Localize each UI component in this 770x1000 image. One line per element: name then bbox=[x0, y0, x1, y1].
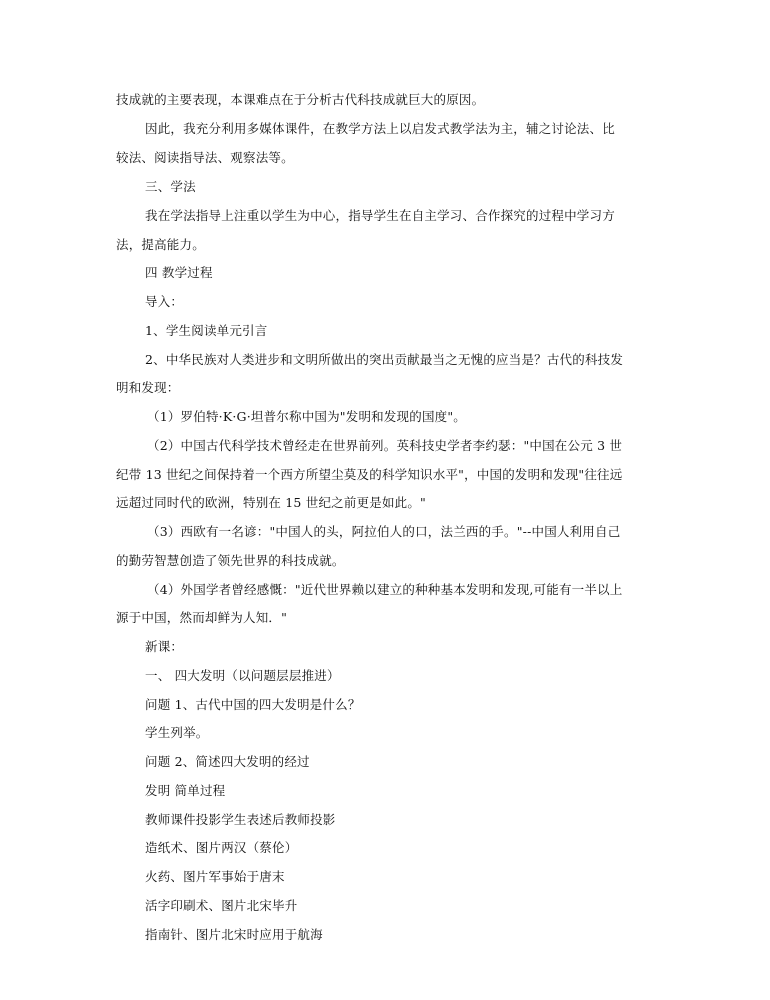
section-heading: 三、学法 bbox=[145, 179, 196, 194]
paragraph-line: 远超过同时代的欧洲，特别在 15 世纪之前更是如此。" bbox=[116, 495, 427, 510]
paragraph-line: 活字印刷术、图片北宋毕升 bbox=[145, 898, 298, 913]
paragraph-line: （3）西欧有一名谚："中国人的头，阿拉伯人的口，法兰西的手。"--中国人利用自己 bbox=[147, 524, 621, 539]
paragraph-line: 发明 简单过程 bbox=[145, 783, 226, 798]
paragraph-line: 源于中国，然而却鲜为人知．" bbox=[116, 610, 288, 625]
paragraph-line: 我在学法指导上注重以学生为中心，指导学生在自主学习、合作探究的过程中学习方 bbox=[145, 208, 615, 223]
section-heading: 四 教学过程 bbox=[145, 265, 213, 280]
paragraph-line: 技成就的主要表现，本课难点在于分析古代科技成就巨大的原因。 bbox=[116, 92, 485, 107]
paragraph-line: 纪带 13 世纪之间保持着一个西方所望尘莫及的科学知识水平"，中国的发明和发现"往往远 bbox=[116, 467, 623, 482]
paragraph-line: 因此，我充分利用多媒体课件，在教学方法上以启发式教学法为主，辅之讨论法、比 bbox=[145, 121, 615, 136]
paragraph-line: 1、学生阅读单元引言 bbox=[145, 323, 268, 338]
paragraph-line: 造纸术、图片两汉（蔡伦） bbox=[145, 840, 298, 855]
paragraph-line: （4）外国学者曾经感慨："近代世界赖以建立的种种基本发明和发现,可能有一半以上 bbox=[147, 582, 623, 597]
paragraph-line: 较法、阅读指导法、观察法等。 bbox=[116, 150, 294, 165]
section-heading: 一、 四大发明（以问题层层推进） bbox=[145, 668, 340, 683]
paragraph-line: 教师课件投影学生表述后教师投影 bbox=[145, 812, 336, 827]
paragraph-line: 导入： bbox=[145, 294, 184, 309]
paragraph-line: 问题 2、简述四大发明的经过 bbox=[145, 754, 310, 769]
paragraph-line: 明和发现： bbox=[116, 380, 180, 395]
paragraph-line: 学生列举。 bbox=[145, 725, 209, 740]
paragraph-line: 新课： bbox=[145, 639, 184, 654]
paragraph-line: 问题 1、古代中国的四大发明是什么？ bbox=[145, 697, 361, 712]
paragraph-line: 指南针、图片北宋时应用于航海 bbox=[145, 927, 323, 942]
paragraph-line: 的勤劳智慧创造了领先世界的科技成就。 bbox=[116, 553, 345, 568]
paragraph-line: （1）罗伯特·K·G·坦普尔称中国为"发明和发现的国度"。 bbox=[147, 409, 466, 424]
paragraph-line: 2、中华民族对人类进步和文明所做出的突出贡献最当之无愧的应当是？古代的科技发 bbox=[145, 352, 624, 367]
paragraph-line: 法，提高能力。 bbox=[116, 237, 205, 252]
paragraph-line: 火药、图片军事始于唐末 bbox=[145, 869, 285, 884]
paragraph-line: （2）中国古代科学技术曾经走在世界前列。英科技史学者李约瑟："中国在公元 3 世 bbox=[147, 438, 623, 453]
